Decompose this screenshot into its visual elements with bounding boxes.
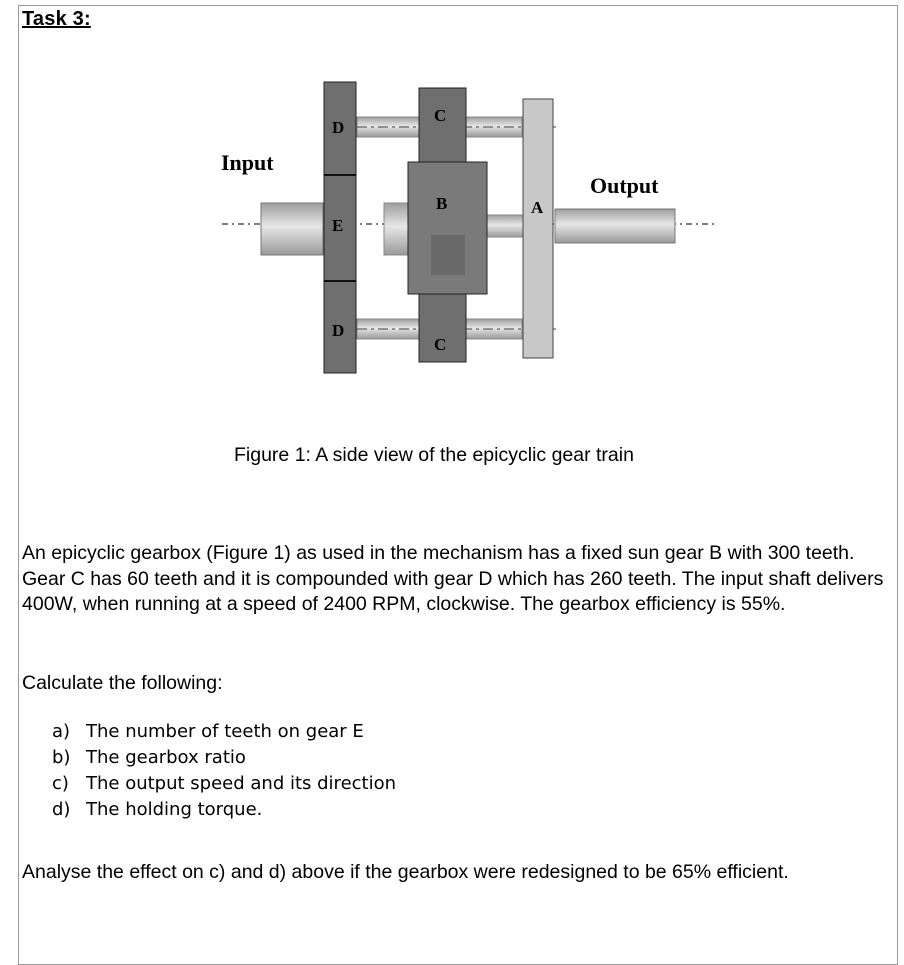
- list-item: [52, 797, 396, 823]
- label-b: B: [436, 194, 448, 213]
- question-list: [52, 719, 396, 823]
- label-output: Output: [590, 173, 659, 198]
- list-item: [52, 719, 396, 745]
- list-marker: b): [52, 747, 71, 768]
- list-item: [52, 745, 396, 771]
- carrier-shaft: [487, 215, 523, 237]
- label-c-top: C: [434, 106, 447, 125]
- label-e: E: [332, 216, 344, 235]
- output-shaft: [555, 209, 675, 243]
- list-item: [52, 771, 396, 797]
- label-input: Input: [221, 150, 274, 175]
- gear-a: [523, 99, 553, 358]
- label-a: A: [531, 198, 544, 217]
- problem-paragraph: An epicyclic gearbox (Figure 1) as used in the mechanism has a fixed sun gear B with 300 teeth. Gear C has 60 teeth and it is compounded with gear D which has 260 teeth. The input shaft delivers 400W, when running at a speed of 2400 RPM, clockwise. The gearbox efficiency is 55%.: [22, 542, 884, 615]
- label-d-top: D: [332, 118, 345, 137]
- figure-caption: Figure 1: A side view of the epicyclic gear train: [234, 444, 634, 466]
- epicyclic-gear-diagram: [200, 75, 720, 385]
- list-text: The number of teeth on gear E: [86, 721, 364, 742]
- list-marker: d): [52, 799, 71, 820]
- gear-c-upper: [419, 88, 466, 163]
- list-marker: a): [52, 721, 71, 742]
- task-title: Task 3:: [22, 8, 91, 30]
- analyse-paragraph: Analyse the effect on c) and d) above if the gearbox were redesigned to be 65% efficient.: [22, 861, 789, 883]
- sun-shaft-stub: [384, 203, 409, 255]
- calculate-heading: Calculate the following:: [22, 672, 223, 694]
- list-marker: c): [52, 773, 69, 794]
- list-text: The gearbox ratio: [86, 747, 246, 768]
- list-text: The output speed and its direction: [86, 773, 397, 794]
- label-d-bottom: D: [332, 321, 345, 340]
- label-c-bottom: C: [434, 335, 447, 354]
- list-text: The holding torque.: [86, 799, 263, 820]
- input-shaft: [261, 203, 323, 255]
